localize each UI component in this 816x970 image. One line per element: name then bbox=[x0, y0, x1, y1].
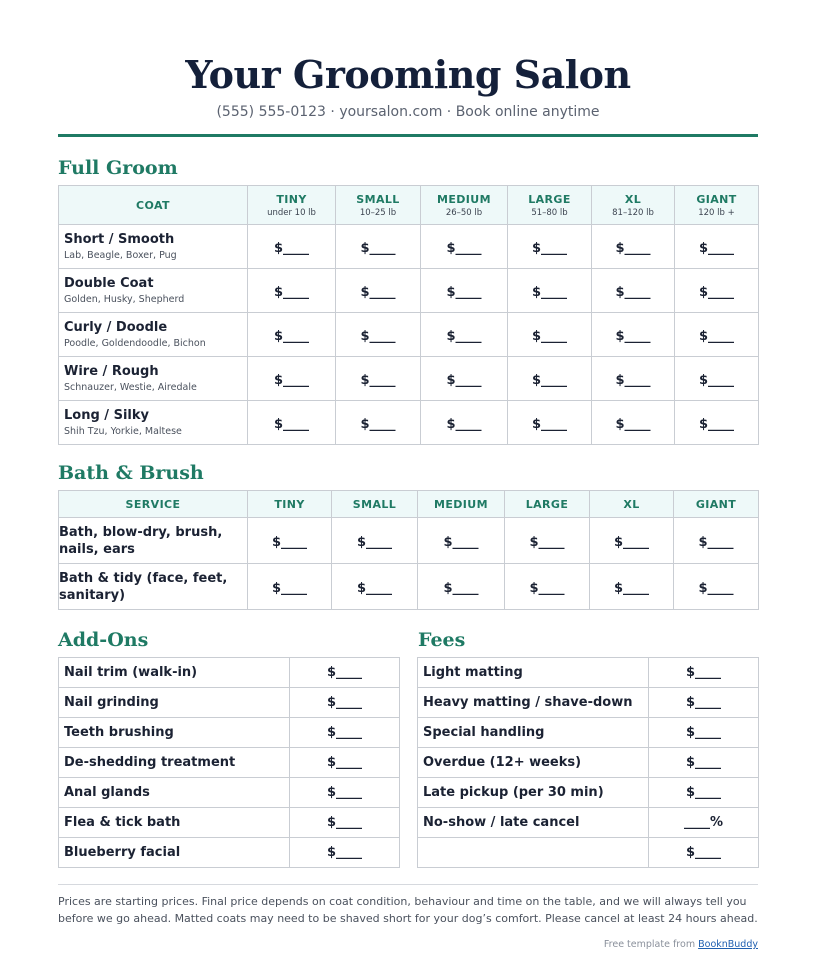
size-label: GIANT bbox=[696, 192, 737, 206]
size-label: MEDIUM bbox=[437, 192, 491, 206]
price-blank[interactable] bbox=[336, 269, 421, 313]
price-placeholder: $____ bbox=[531, 285, 568, 300]
price-placeholder: $____ bbox=[615, 241, 651, 256]
column-header-large bbox=[508, 186, 592, 225]
column-header-large: LARGE bbox=[505, 491, 590, 518]
price-placeholder: $____ bbox=[273, 417, 310, 432]
coat-name: Long / Silky bbox=[64, 407, 149, 423]
price-blank[interactable] bbox=[248, 518, 332, 564]
price-blank[interactable] bbox=[592, 357, 675, 401]
addon-row bbox=[59, 838, 400, 868]
price-placeholder: $____ bbox=[360, 329, 396, 344]
fee-row bbox=[418, 658, 759, 688]
price-blank[interactable] bbox=[592, 225, 675, 269]
price-placeholder: $____ bbox=[273, 241, 310, 256]
coat-cell bbox=[59, 269, 248, 313]
coat-examples: Shih Tzu, Yorkie, Maltese bbox=[64, 425, 182, 437]
price-blank[interactable] bbox=[248, 401, 336, 445]
price-placeholder: $____ bbox=[531, 417, 568, 432]
price-blank[interactable] bbox=[248, 357, 336, 401]
price-blank[interactable] bbox=[508, 225, 592, 269]
coat-cell bbox=[59, 401, 248, 445]
size-label: TINY bbox=[276, 192, 307, 206]
addons-title: Add-Ons bbox=[58, 629, 149, 651]
price-placeholder: $____ bbox=[698, 241, 735, 256]
column-header-small: SMALL bbox=[332, 491, 418, 518]
coat-name: Wire / Rough bbox=[64, 363, 159, 379]
price-blank[interactable] bbox=[332, 564, 418, 610]
column-header-small bbox=[336, 186, 421, 225]
item-name: Blueberry facial bbox=[59, 838, 290, 868]
column-header-medium bbox=[421, 186, 508, 225]
coat-examples: Golden, Husky, Shepherd bbox=[64, 293, 185, 305]
price-blank[interactable] bbox=[336, 313, 421, 357]
service-row bbox=[59, 564, 759, 610]
coat-name: Short / Smooth bbox=[64, 231, 175, 247]
item-name: Nail grinding bbox=[59, 688, 290, 718]
price-blank[interactable] bbox=[592, 269, 675, 313]
price-blank[interactable] bbox=[421, 313, 508, 357]
addon-row bbox=[59, 688, 400, 718]
item-price[interactable]: $____ bbox=[649, 778, 759, 808]
price-placeholder: $____ bbox=[273, 329, 310, 344]
price-placeholder: $____ bbox=[698, 581, 734, 596]
item-price[interactable]: $____ bbox=[649, 838, 759, 868]
price-placeholder: $____ bbox=[446, 417, 482, 432]
column-header-xl: XL bbox=[590, 491, 674, 518]
fee-row bbox=[418, 748, 759, 778]
price-blank[interactable] bbox=[508, 269, 592, 313]
price-placeholder: $____ bbox=[531, 373, 568, 388]
size-label: XL bbox=[624, 192, 642, 206]
price-blank[interactable] bbox=[418, 564, 505, 610]
price-placeholder: $____ bbox=[360, 285, 396, 300]
price-placeholder: $____ bbox=[615, 329, 651, 344]
price-blank[interactable] bbox=[674, 518, 759, 564]
coat-cell bbox=[59, 313, 248, 357]
size-label: LARGE bbox=[528, 192, 571, 206]
coat-row-double-coat bbox=[59, 269, 759, 313]
item-price[interactable]: $____ bbox=[649, 748, 759, 778]
price-blank[interactable] bbox=[508, 401, 592, 445]
coat-name: Double Coat bbox=[64, 275, 154, 291]
price-blank[interactable] bbox=[248, 225, 336, 269]
column-header-giant bbox=[675, 186, 759, 225]
size-weight-range: 81–120 lb bbox=[612, 207, 654, 218]
price-placeholder: $____ bbox=[613, 535, 650, 550]
item-price[interactable]: $____ bbox=[290, 658, 400, 688]
coat-row-long-silky bbox=[59, 401, 759, 445]
fees-title: Fees bbox=[418, 629, 466, 651]
item-price[interactable]: $____ bbox=[290, 838, 400, 868]
price-placeholder: $____ bbox=[615, 373, 651, 388]
item-name: Flea & tick bath bbox=[59, 808, 290, 838]
item-name: Teeth brushing bbox=[59, 718, 290, 748]
service-name: Bath & tidy (face, feet, sanitary) bbox=[59, 564, 248, 610]
price-placeholder: $____ bbox=[613, 581, 650, 596]
price-blank[interactable] bbox=[248, 313, 336, 357]
price-placeholder: $____ bbox=[529, 581, 565, 596]
price-placeholder: $____ bbox=[698, 535, 734, 550]
item-price[interactable]: $____ bbox=[290, 808, 400, 838]
price-blank[interactable] bbox=[332, 518, 418, 564]
price-placeholder: $____ bbox=[531, 241, 568, 256]
item-name bbox=[418, 838, 649, 868]
column-header-xl bbox=[592, 186, 675, 225]
price-blank[interactable] bbox=[592, 401, 675, 445]
fee-row bbox=[418, 808, 759, 838]
item-name: Light matting bbox=[418, 658, 649, 688]
item-name: No-show / late cancel bbox=[418, 808, 649, 838]
coat-row-curly-doodle bbox=[59, 313, 759, 357]
price-placeholder: $____ bbox=[446, 329, 482, 344]
column-header-coat: COAT bbox=[59, 186, 248, 225]
fees-table bbox=[417, 657, 759, 868]
header-divider bbox=[58, 134, 758, 137]
item-price[interactable]: $____ bbox=[649, 688, 759, 718]
bath-brush-table bbox=[58, 490, 759, 610]
addon-row bbox=[59, 718, 400, 748]
price-blank[interactable] bbox=[248, 564, 332, 610]
price-placeholder: $____ bbox=[271, 535, 308, 550]
price-placeholder: $____ bbox=[698, 329, 735, 344]
price-placeholder: $____ bbox=[360, 373, 396, 388]
credit-prefix: Free template from bbox=[603, 939, 696, 950]
addon-row bbox=[59, 778, 400, 808]
price-blank[interactable] bbox=[590, 518, 674, 564]
column-header-tiny: TINY bbox=[248, 491, 332, 518]
price-blank[interactable] bbox=[675, 401, 759, 445]
price-blank[interactable] bbox=[505, 518, 590, 564]
addon-row bbox=[59, 748, 400, 778]
full-groom-title: Full Groom bbox=[58, 157, 178, 179]
coat-examples: Poodle, Goldendoodle, Bichon bbox=[64, 337, 206, 349]
price-blank[interactable] bbox=[336, 357, 421, 401]
column-header-tiny bbox=[248, 186, 336, 225]
price-placeholder: $____ bbox=[529, 535, 565, 550]
addon-row bbox=[59, 658, 400, 688]
item-name: De-shedding treatment bbox=[59, 748, 290, 778]
item-name: Anal glands bbox=[59, 778, 290, 808]
coat-examples: Lab, Beagle, Boxer, Pug bbox=[64, 249, 177, 261]
fee-row bbox=[418, 688, 759, 718]
booknbuddy-link[interactable]: BooknBuddy bbox=[698, 939, 758, 950]
price-blank[interactable] bbox=[675, 225, 759, 269]
size-weight-range: 120 lb + bbox=[698, 207, 735, 218]
price-blank[interactable] bbox=[675, 269, 759, 313]
price-blank[interactable] bbox=[590, 564, 674, 610]
price-blank[interactable] bbox=[421, 401, 508, 445]
fee-row bbox=[418, 838, 759, 868]
fee-row bbox=[418, 718, 759, 748]
price-blank[interactable] bbox=[508, 357, 592, 401]
item-name: Late pickup (per 30 min) bbox=[418, 778, 649, 808]
coat-examples: Schnauzer, Westie, Airedale bbox=[64, 381, 197, 393]
size-label: SMALL bbox=[356, 192, 400, 206]
item-name: Heavy matting / shave-down bbox=[418, 688, 649, 718]
item-name: Nail trim (walk-in) bbox=[59, 658, 290, 688]
price-placeholder: $____ bbox=[271, 581, 308, 596]
item-price[interactable]: $____ bbox=[290, 688, 400, 718]
coat-cell bbox=[59, 225, 248, 269]
service-row bbox=[59, 518, 759, 564]
coat-name: Curly / Doodle bbox=[64, 319, 168, 335]
bath-brush-header-row bbox=[59, 491, 759, 518]
price-placeholder: $____ bbox=[698, 417, 735, 432]
page-subtitle: (555) 555-0123 · yoursalon.com · Book online anytime bbox=[216, 104, 600, 120]
price-placeholder: $____ bbox=[615, 285, 651, 300]
item-name: Special handling bbox=[418, 718, 649, 748]
price-placeholder: $____ bbox=[615, 417, 651, 432]
item-name: Overdue (12+ weeks) bbox=[418, 748, 649, 778]
item-price[interactable]: $____ bbox=[290, 748, 400, 778]
price-blank[interactable] bbox=[421, 357, 508, 401]
price-blank[interactable] bbox=[675, 313, 759, 357]
price-placeholder: $____ bbox=[360, 417, 396, 432]
price-placeholder: $____ bbox=[360, 241, 396, 256]
price-blank[interactable] bbox=[505, 564, 590, 610]
bath-brush-title: Bath & Brush bbox=[58, 462, 204, 484]
item-price[interactable]: $____ bbox=[649, 718, 759, 748]
coat-cell bbox=[59, 357, 248, 401]
price-blank[interactable] bbox=[336, 225, 421, 269]
size-weight-range: under 10 lb bbox=[267, 207, 316, 218]
price-placeholder: $____ bbox=[356, 581, 393, 596]
footer-divider bbox=[58, 884, 758, 885]
size-weight-range: 10–25 lb bbox=[359, 207, 397, 218]
item-price[interactable]: $____ bbox=[649, 658, 759, 688]
price-placeholder: $____ bbox=[446, 241, 482, 256]
price-placeholder: $____ bbox=[273, 285, 310, 300]
price-placeholder: $____ bbox=[273, 373, 310, 388]
column-header-medium: MEDIUM bbox=[418, 491, 505, 518]
coat-row-wire-rough bbox=[59, 357, 759, 401]
addon-row bbox=[59, 808, 400, 838]
page-title: Your Grooming Salon bbox=[185, 52, 631, 97]
item-price[interactable]: $____ bbox=[290, 778, 400, 808]
price-placeholder: $____ bbox=[698, 285, 735, 300]
price-blank[interactable] bbox=[421, 269, 508, 313]
column-header-service: SERVICE bbox=[59, 491, 248, 518]
full-groom-table bbox=[58, 185, 759, 445]
price-blank[interactable] bbox=[592, 313, 675, 357]
price-placeholder: $____ bbox=[356, 535, 393, 550]
column-header-giant: GIANT bbox=[674, 491, 759, 518]
item-price[interactable]: ____% bbox=[649, 808, 759, 838]
template-credit bbox=[604, 939, 758, 950]
price-blank[interactable] bbox=[336, 401, 421, 445]
price-blank[interactable] bbox=[674, 564, 759, 610]
size-weight-range: 26–50 lb bbox=[445, 207, 483, 218]
service-name: Bath, blow-dry, brush, nails, ears bbox=[59, 518, 248, 564]
price-blank[interactable] bbox=[418, 518, 505, 564]
price-placeholder: $____ bbox=[443, 535, 479, 550]
price-blank[interactable] bbox=[248, 269, 336, 313]
price-blank[interactable] bbox=[675, 357, 759, 401]
price-placeholder: $____ bbox=[446, 285, 482, 300]
fee-row bbox=[418, 778, 759, 808]
price-placeholder: $____ bbox=[446, 373, 482, 388]
coat-row-short-smooth bbox=[59, 225, 759, 269]
price-blank[interactable] bbox=[508, 313, 592, 357]
size-weight-range: 51–80 lb bbox=[531, 207, 568, 218]
price-placeholder: $____ bbox=[698, 373, 735, 388]
price-placeholder: $____ bbox=[531, 329, 568, 344]
item-price[interactable]: $____ bbox=[290, 718, 400, 748]
full-groom-header-row bbox=[59, 186, 759, 225]
price-blank[interactable] bbox=[421, 225, 508, 269]
price-placeholder: $____ bbox=[443, 581, 479, 596]
footer-note: Prices are starting prices. Final price depends on coat condition, behaviour and time on the table, and we will always tell you before we go ahead. Matted coats may need to be shaved short for your dog’s comfort. Please cancel at least 24 hours ahead. bbox=[58, 895, 758, 925]
addons-table bbox=[58, 657, 400, 868]
